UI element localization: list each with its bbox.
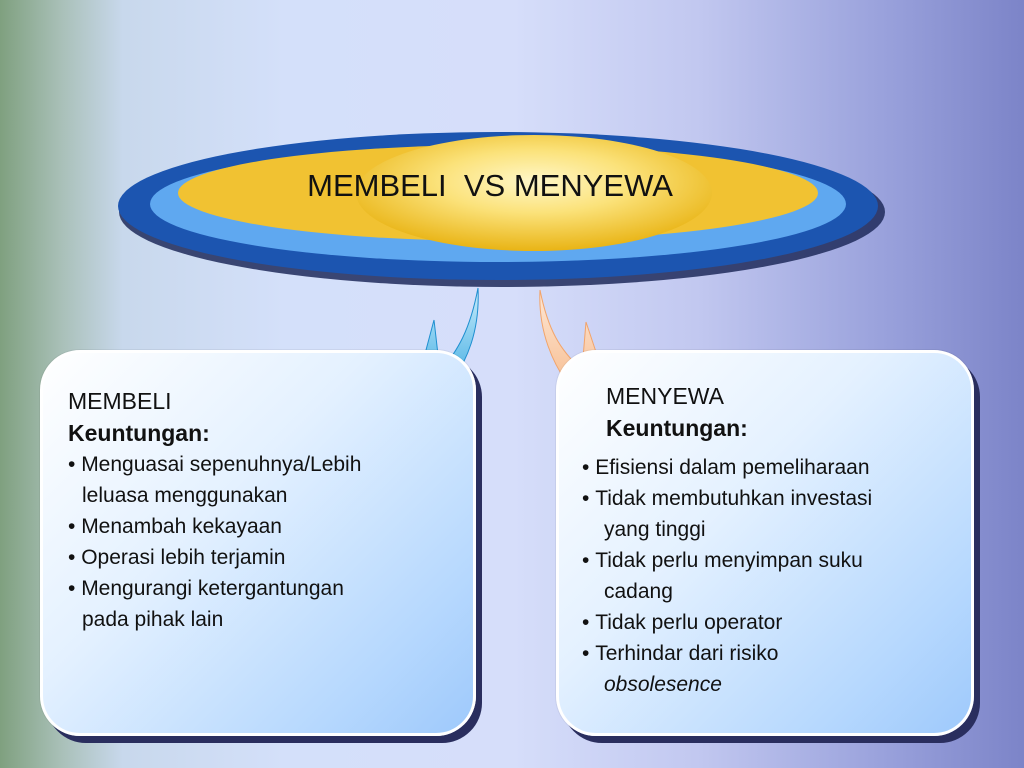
menyewa-content [606, 380, 966, 444]
list-item-text-continued: yang tinggi [604, 518, 706, 541]
list-item-text: Menguasai sepenuhnya/Lebih [81, 453, 362, 476]
list-item [582, 452, 962, 483]
bullet: • [68, 577, 82, 600]
membeli-subheading: Keuntungan: [68, 420, 210, 446]
list-item-text: Terhindar dari risiko [595, 642, 779, 665]
list-item-text-continued: pada pihak lain [82, 608, 224, 631]
list-item [582, 607, 962, 638]
list-item-text-continued: cadang [604, 580, 673, 603]
menyewa-list-container [582, 452, 962, 700]
bullet: • [582, 549, 596, 572]
membeli-heading: MEMBELI [68, 388, 172, 414]
menyewa-heading: MENYEWA [606, 383, 724, 409]
list-item [582, 483, 962, 545]
membeli-content [68, 385, 468, 635]
list-item [68, 449, 468, 511]
bullet: • [68, 546, 82, 569]
bullet: • [582, 487, 596, 510]
list-item-text: Tidak perlu menyimpan suku [595, 549, 863, 572]
bullet: • [582, 642, 596, 665]
diagram-title: MEMBELI VS MENYEWA [307, 168, 673, 203]
list-item-text: Menambah kekayaan [81, 515, 282, 538]
bullet: • [68, 515, 82, 538]
bullet: • [68, 453, 82, 476]
list-item [68, 542, 468, 573]
list-item-text-continued: leluasa menggunakan [82, 484, 288, 507]
list-item-text: Operasi lebih terjamin [81, 546, 286, 569]
title-ellipse [118, 132, 885, 287]
bullet: • [582, 456, 596, 479]
list-item-text: Tidak membutuhkan investasi [595, 487, 873, 510]
menyewa-list [582, 452, 962, 700]
list-item-text: Mengurangi ketergantungan [81, 577, 344, 600]
bullet: • [582, 611, 596, 634]
list-item-text-continued: obsolesence [604, 673, 722, 696]
list-item-text: Efisiensi dalam pemeliharaan [595, 456, 870, 479]
membeli-list [68, 449, 468, 635]
list-item [68, 573, 468, 635]
list-item [68, 511, 468, 542]
list-item-text: Tidak perlu operator [595, 611, 783, 634]
menyewa-subheading: Keuntungan: [606, 415, 748, 441]
list-item [582, 545, 962, 607]
list-item [582, 638, 962, 700]
